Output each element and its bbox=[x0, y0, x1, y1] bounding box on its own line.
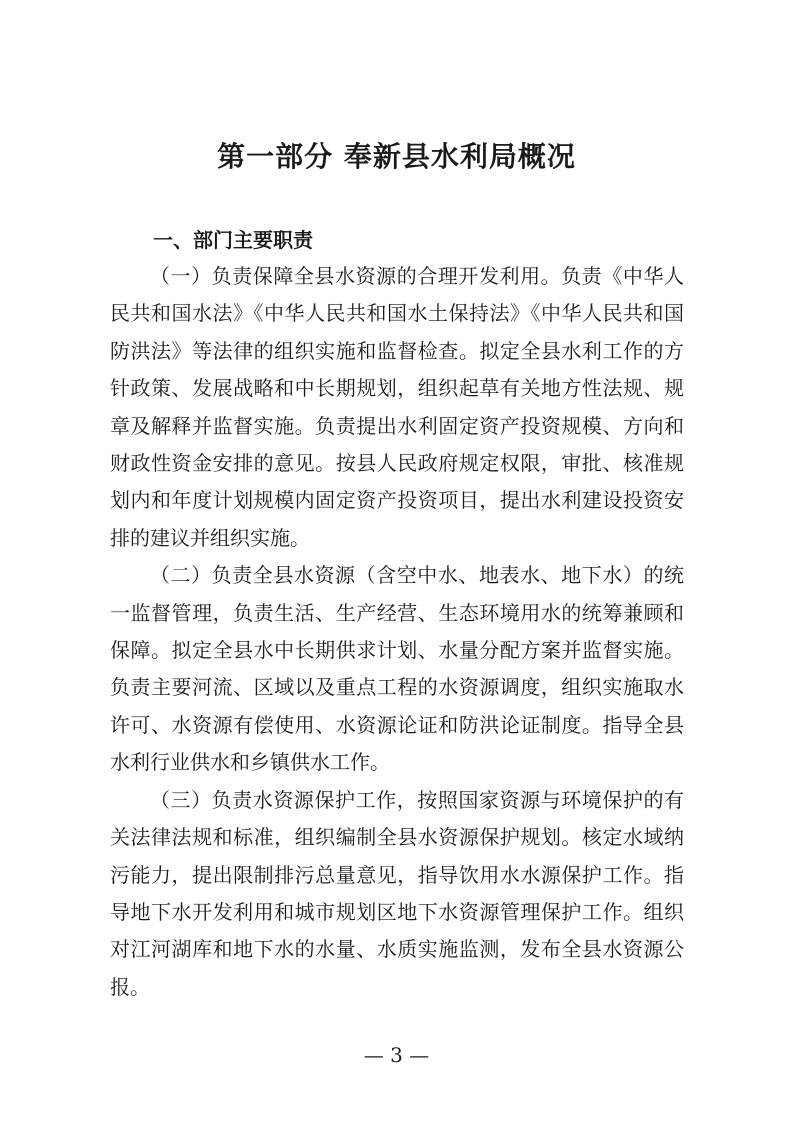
paragraph-2: （二）负责全县水资源（含空中水、地表水、地下水）的统一监督管理，负责生活、生产经营、生态环境用水的统筹兼顾和保障。拟定全县水中长期供求计划、水量分配方案并监督实施。负责主要河流、区域以及重点工程的水资源调度，组织实施取水许可、水资源有偿使用、水资源论证和防洪论证制度。指导全县水利行业供水和乡镇供水工作。 bbox=[110, 563, 684, 775]
body-text bbox=[110, 258, 684, 1006]
paragraph-1: （一）负责保障全县水资源的合理开发利用。负责《中华人民共和国水法》《中华人民共和国水土保持法》《中华人民共和国防洪法》等法律的组织实施和监督检查。拟定全县水利工作的方针政策、发展战略和中长期规划，组织起草有关地方性法规、规章及解释并监督实施。负责提出水利固定资产投资规模、方向和财政性资金安排的意见。按县人民政府规定权限，审批、核准规划内和年度计划规模内固定资产投资项目，提出水利建设投资安排的建议并组织实施。 bbox=[110, 264, 684, 550]
paragraph-3: （三）负责水资源保护工作，按照国家资源与环境保护的有关法律法规和标准，组织编制全县水资源保护规划。核定水域纳污能力，提出限制排污总量意见，指导饮用水水源保护工作。指导地下水开发利用和城市规划区地下水资源管理保护工作。组织对江河湖库和地下水的水量、水质实施监测，发布全县水资源公报。 bbox=[110, 787, 684, 999]
section-heading: 一、部门主要职责 bbox=[153, 228, 313, 252]
page-number: — 3 — bbox=[363, 1043, 430, 1067]
page-title: 第一部分 奉新县水利局概况 bbox=[217, 140, 576, 173]
